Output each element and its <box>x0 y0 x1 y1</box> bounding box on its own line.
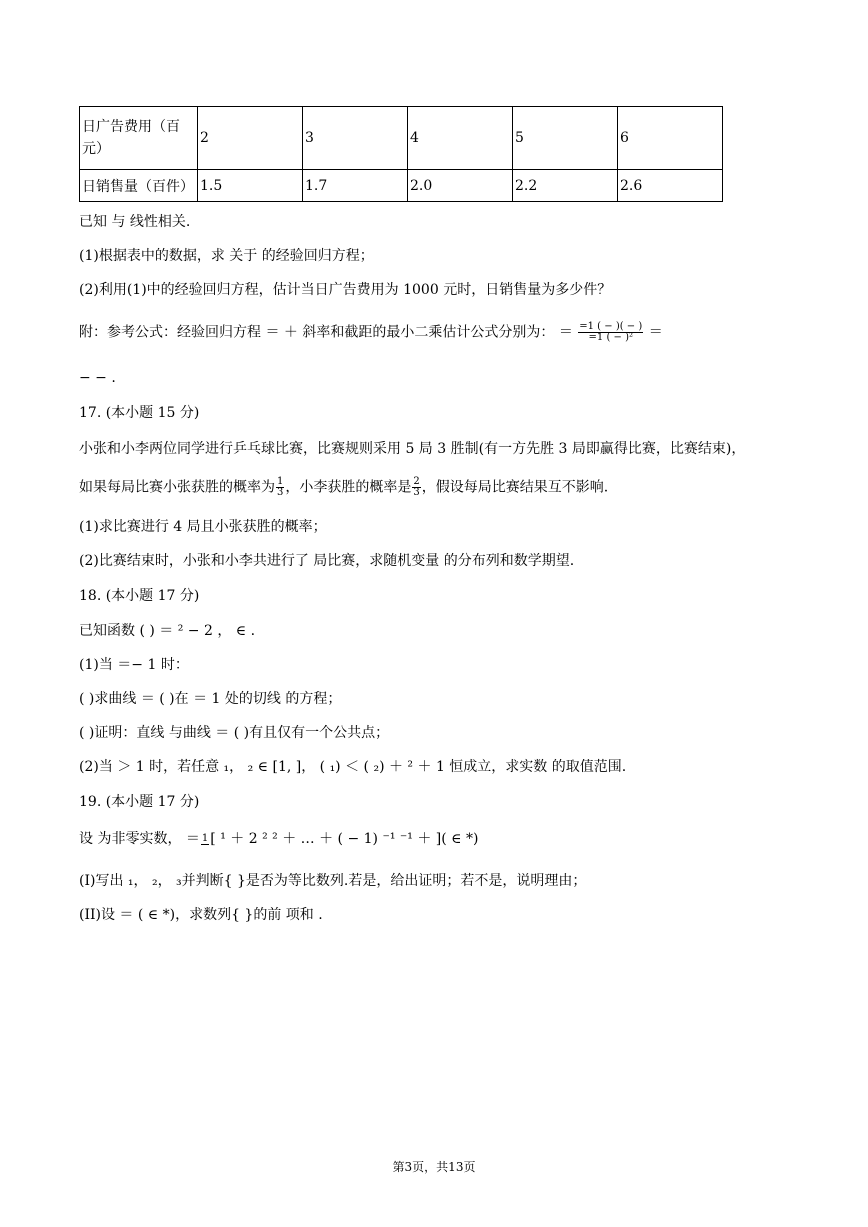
q18-given: 已知函数 ( ) ＝ ² − 2 ， ∈ . <box>79 623 256 639</box>
fraction-denominator: 3 <box>277 487 284 498</box>
fraction-denominator: 3 <box>413 487 420 498</box>
data-table <box>79 106 723 202</box>
q16-formula-cont: − − . <box>79 370 116 386</box>
q19-title: 19. (本小题 17 分) <box>79 794 200 810</box>
q16-formula-numerator: =1 ( − )( − ) <box>579 321 643 332</box>
table-cell: 6 <box>618 107 723 170</box>
fraction <box>412 477 420 498</box>
q18-sub1-ii: ( )证明：直线 与曲线 ＝ ( )有且仅有一个公共点； <box>79 725 390 741</box>
table-cell: 2.2 <box>513 170 618 202</box>
q16-formula-line <box>79 322 663 343</box>
q16-line2: (1)根据表中的数据，求 关于 的经验回归方程； <box>79 248 374 264</box>
fraction-numerator: 1 <box>277 476 284 487</box>
table-cell: 2.0 <box>408 170 513 202</box>
table-cell: 2 <box>198 107 303 170</box>
q17-sub2: (2)比赛结束时，小张和小李共进行了 局比赛，求随机变量 的分布列和数学期望. <box>79 553 575 569</box>
q17-para1: 小张和小李两位同学进行乒乓球比赛，比赛规则采用 5 局 3 胜制(有一方先胜 3 局即赢得比赛，比赛结束)， <box>79 441 746 457</box>
q19-sub1: (I)写出 ₁， ₂， ₃并判断{ }是否为等比数列.若是，给出证明；若不是，说明理由； <box>79 873 587 889</box>
q16-formula-b: ＝ <box>558 324 573 341</box>
q17-para2-c: ，假设每局比赛结果互不影响. <box>421 479 609 496</box>
q16-line1: 已知 与 线性相关. <box>79 214 191 230</box>
q17-para2-a: 如果每局比赛小张获胜的概率为 <box>79 479 275 496</box>
fraction-numerator: 2 <box>413 476 420 487</box>
table-row <box>80 170 723 202</box>
table-cell: 4 <box>408 107 513 170</box>
table-cell: 1.7 <box>303 170 408 202</box>
q16-formula-fraction <box>578 322 643 343</box>
table-cell: 2.6 <box>618 170 723 202</box>
page-number-footer: 第3页，共13页 <box>392 1160 476 1174</box>
table-header-cell: 日销售量（百件） <box>80 170 198 202</box>
q18-title: 18. (本小题 17 分) <box>79 588 200 604</box>
fraction <box>201 834 209 845</box>
q17-para2 <box>79 477 608 498</box>
q17-para2-b: ，小李获胜的概率是 <box>285 479 412 496</box>
q16-formula-text: 附：参考公式：经验回归方程 ＝ ＋ 斜率和截距的最小二乘估计公式分别为： <box>79 324 555 341</box>
fraction-numerator: 1 <box>201 832 209 844</box>
q16-line3: (2)利用(1)中的经验回归方程，估计当日广告费用为 1000 元时，日销售量为多少件？ <box>79 282 612 298</box>
q17-title: 17. (本小题 15 分) <box>79 405 200 421</box>
q16-formula-denominator: =1 ( − )² <box>588 332 633 343</box>
table-cell: 1.5 <box>198 170 303 202</box>
q19-given-a: 设 为非零实数， ＝ <box>79 831 200 847</box>
table-cell: 5 <box>513 107 618 170</box>
table-header-cell: 日广告费用（百元） <box>80 107 198 170</box>
fraction <box>276 477 284 498</box>
q17-sub1: (1)求比赛进行 4 局且小张获胜的概率； <box>79 519 327 535</box>
table-row <box>80 107 723 170</box>
q18-sub1: (1)当 ＝− 1 时： <box>79 657 189 673</box>
q16-formula-a: ＝ <box>648 324 663 341</box>
q19-given <box>79 829 478 849</box>
q18-sub2: (2)当 ＞ 1 时，若任意 ₁， ₂ ∈ [1, ]， ( ₁) ＜ ( ₂) ＋ ² ＋ 1 恒成立，求实数 的取值范围. <box>79 759 627 775</box>
q19-given-b: [ ¹ ＋ 2 ² ² ＋ … ＋ ( − 1) ⁻¹ ⁻¹ ＋ ]( ∈ *) <box>210 831 479 847</box>
q18-sub1-i: ( )求曲线 ＝ ( )在 ＝ 1 处的切线 的方程； <box>79 691 342 707</box>
q19-sub2: (II)设 ＝ ( ∈ *)，求数列{ }的前 项和 . <box>79 907 323 923</box>
table-cell: 3 <box>303 107 408 170</box>
